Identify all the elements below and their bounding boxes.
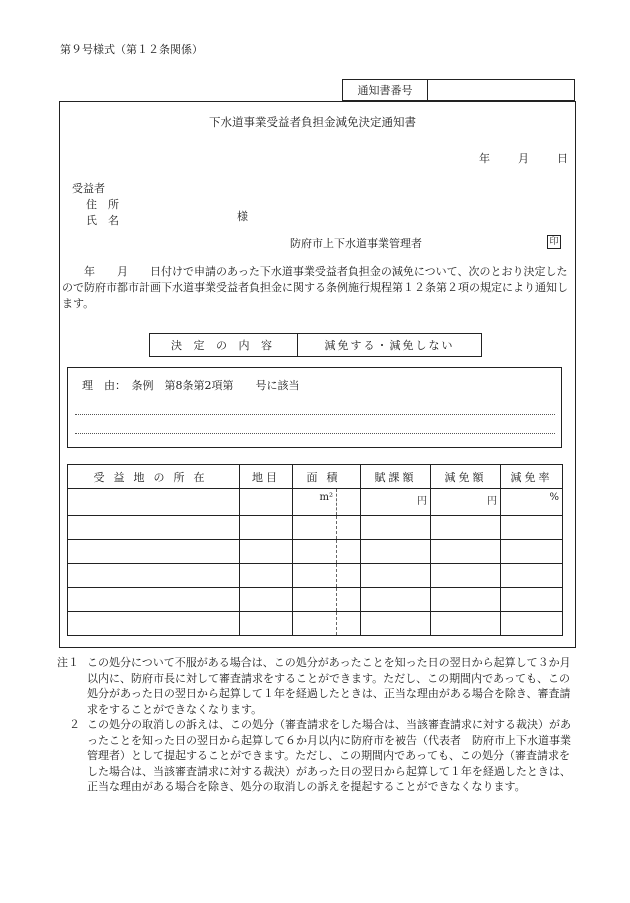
unit-area[interactable]: m²: [293, 489, 337, 516]
reason-text: 理 由： 条例 第8条第2項第 号に該当: [82, 379, 300, 392]
table-cell[interactable]: [337, 516, 361, 540]
note-label: 注１: [57, 656, 79, 669]
seal-mark: 印: [547, 235, 561, 249]
decision-box: [149, 333, 482, 357]
table-row: [68, 612, 563, 636]
header-location: 受益地の所在: [68, 465, 240, 489]
header-levy-amount: 賦課額: [361, 465, 431, 489]
date-day: 日: [557, 152, 568, 165]
table-cell[interactable]: [68, 516, 240, 540]
table-cell[interactable]: [501, 564, 563, 588]
header-reduction-rate: 減免率: [501, 465, 563, 489]
recipient-block: [72, 181, 119, 229]
decision-value: 減免する・減免しない: [324, 339, 455, 352]
document-title: 下水道事業受益者負担金減免決定通知書: [209, 115, 416, 129]
notes-section: [57, 655, 577, 795]
body-paragraph: 年 月 日付けで申請のあった下水道事業受益者負担金の減免について、次のとおり決定したので防府市都市計画下水道事業受益者負担金に関する条例施行規程第１２条第２項の規定により通知します。: [62, 265, 568, 310]
address-label: 住 所: [86, 198, 119, 211]
note-label: ２: [69, 718, 80, 731]
table-cell[interactable]: [431, 540, 501, 564]
table-cell[interactable]: [431, 588, 501, 612]
note-item: [57, 655, 577, 717]
reason-dotted-line-2: [75, 433, 555, 434]
unit-yen[interactable]: 円: [431, 489, 501, 516]
table-cell[interactable]: [240, 612, 293, 636]
table-cell[interactable]: [240, 489, 293, 516]
table-cell[interactable]: [293, 516, 337, 540]
notice-number-label: 通知書番号: [343, 80, 428, 100]
unit-percent[interactable]: %: [501, 489, 563, 516]
table-cell[interactable]: [68, 612, 240, 636]
table-row: [68, 516, 563, 540]
unit-yen[interactable]: 円: [361, 489, 431, 516]
table-header-row: [68, 465, 563, 489]
table-cell[interactable]: [337, 540, 361, 564]
decision-label: 決 定 の 内 容: [150, 334, 298, 356]
table-row: [68, 489, 563, 516]
note-text: この処分の取消しの訴えは、この処分（審査請求をした場合は、当該審査請求に対する裁決）があったことを知った日の翌日から起算して６か月以内に防府市を被告（代表者 防府市上下水道事業管理者）として提起することができます。ただし、この期間内であっても、この処分（審査請求をした場合は、当該審査請求に対する裁決）があった日の翌日から起算して１年を経過したときは、正当な理由がある場合を除き、処分の取消しの訴えを提起することができなくなります。: [87, 718, 571, 793]
name-label: 氏 名: [86, 214, 119, 227]
table-cell[interactable]: [337, 588, 361, 612]
date-year: 年: [479, 152, 490, 165]
table-cell[interactable]: [293, 588, 337, 612]
table-row: [68, 564, 563, 588]
table-cell[interactable]: [361, 588, 431, 612]
table-cell[interactable]: [240, 588, 293, 612]
table-cell[interactable]: [501, 588, 563, 612]
table-cell[interactable]: [501, 612, 563, 636]
reason-dotted-line-1: [75, 414, 555, 415]
issuer-name: 防府市上下水道事業管理者: [290, 237, 422, 250]
header-area: 面積: [293, 465, 361, 489]
table-cell[interactable]: [293, 564, 337, 588]
table-cell[interactable]: [240, 516, 293, 540]
table-cell[interactable]: [337, 564, 361, 588]
table-cell[interactable]: [68, 540, 240, 564]
date-line: [479, 153, 568, 164]
recipient-label: 受益者: [72, 182, 105, 195]
table-cell[interactable]: [431, 564, 501, 588]
table-cell[interactable]: [68, 564, 240, 588]
table-cell[interactable]: [501, 516, 563, 540]
table-cell[interactable]: [68, 588, 240, 612]
date-month: 月: [518, 152, 529, 165]
table-cell[interactable]: [361, 612, 431, 636]
table-cell[interactable]: [293, 540, 337, 564]
table-cell[interactable]: [337, 489, 361, 516]
table-cell[interactable]: [361, 540, 431, 564]
header-land-category: 地目: [240, 465, 293, 489]
form-number: 第９号様式（第１２条関係）: [60, 43, 203, 56]
table-row: [68, 540, 563, 564]
note-item: [57, 717, 577, 795]
table-cell[interactable]: [361, 564, 431, 588]
table-row: [68, 588, 563, 612]
notice-number-field[interactable]: [428, 80, 574, 100]
table-cell[interactable]: [293, 612, 337, 636]
table-cell[interactable]: [431, 516, 501, 540]
notice-number-box: [342, 79, 575, 101]
table-cell[interactable]: [240, 564, 293, 588]
table-cell[interactable]: [501, 540, 563, 564]
table-cell[interactable]: [361, 516, 431, 540]
honorific: 様: [237, 210, 248, 223]
table-cell[interactable]: [431, 612, 501, 636]
table-cell[interactable]: [68, 489, 240, 516]
note-text: この処分について不服がある場合は、この処分があったことを知った日の翌日から起算して３か月以内に、防府市長に対して審査請求をすることができます。ただし、この期間内であっても、この処分があった日の翌日から起算して１年を経過したときは、正当な理由がある場合を除き、審査請求をすることができなくなります。: [87, 656, 571, 716]
land-table: [67, 464, 563, 636]
header-reduction-amount: 減免額: [431, 465, 501, 489]
table-cell[interactable]: [337, 612, 361, 636]
table-cell[interactable]: [240, 540, 293, 564]
